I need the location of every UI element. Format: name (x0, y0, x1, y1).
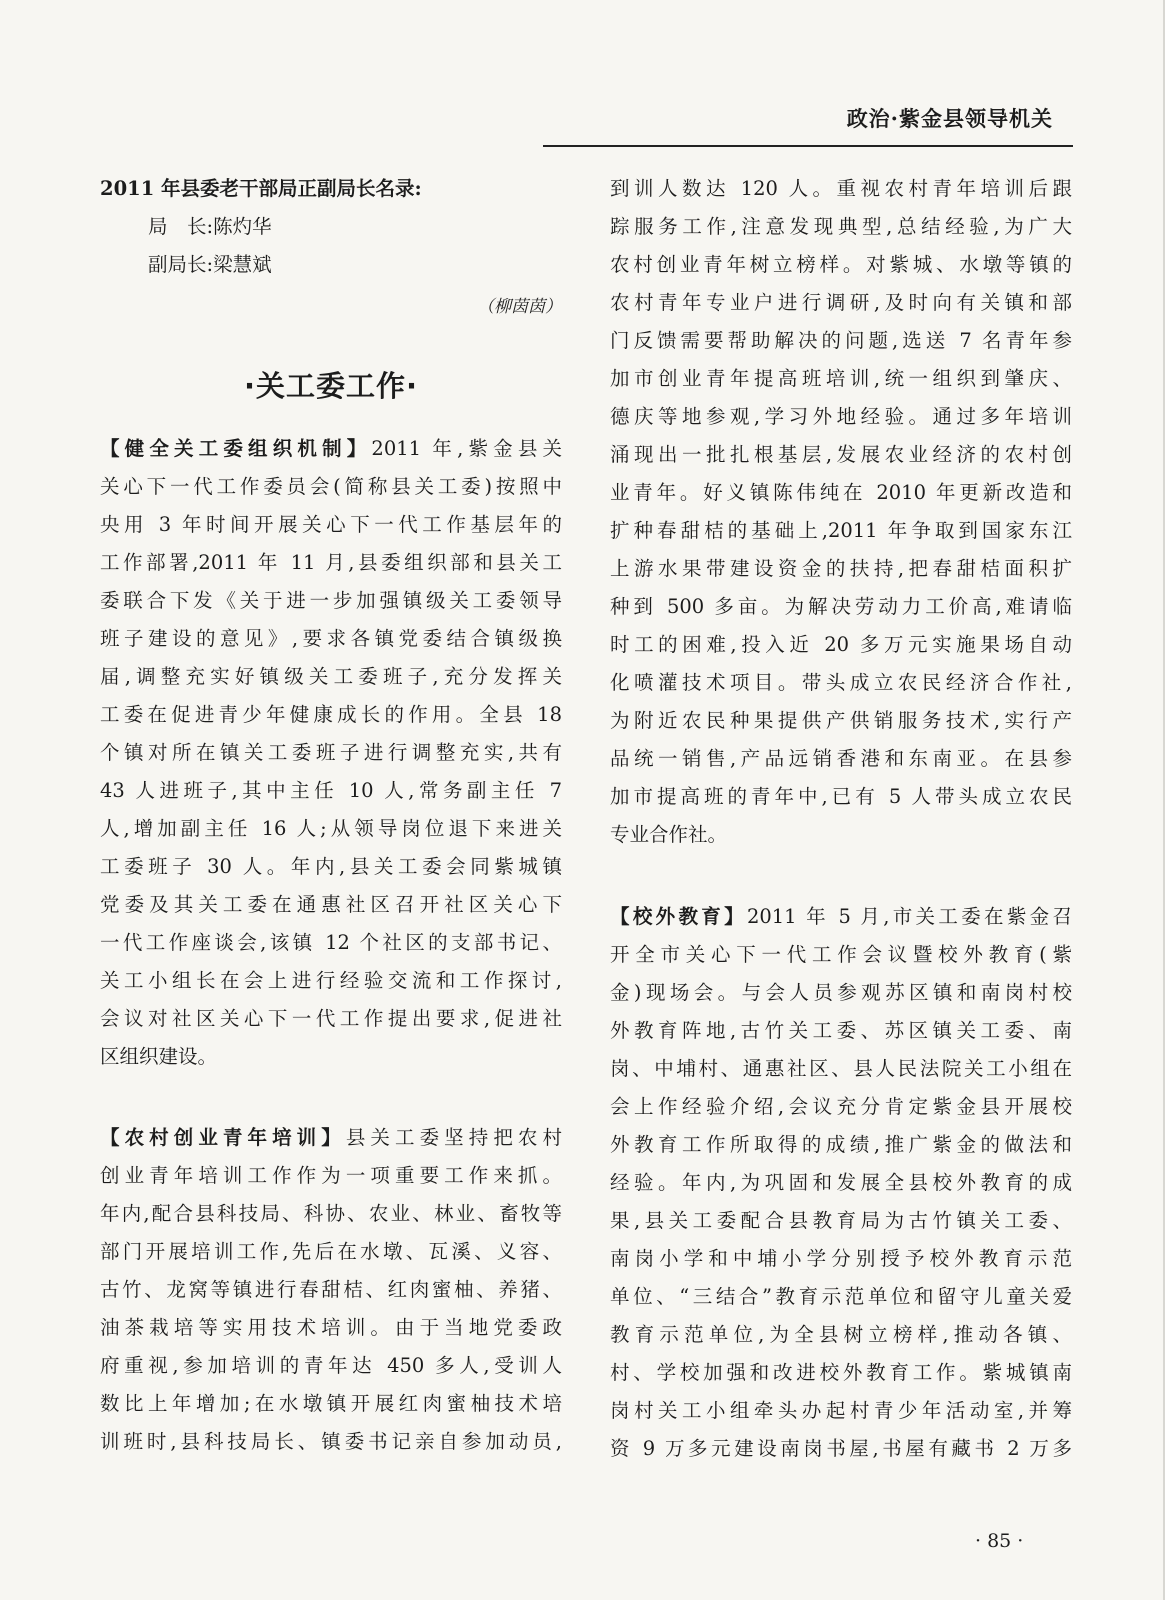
paragraph-line: 南岗小学和中埔小学分别授予校外教育示范 (610, 1247, 1072, 1270)
paragraph-line: 一代工作座谈会,该镇 12 个社区的支部书记、 (100, 931, 562, 954)
paragraph-line: 43 人进班子,其中主任 10 人,常务副主任 7 (100, 779, 562, 802)
paragraph-line: 工委在促进青少年健康成长的作用。全县 18 (100, 703, 562, 726)
paragraph-line: 开全市关心下一代工作会议暨校外教育(紫 (610, 943, 1072, 966)
roster-title: 2011 年县委老干部局正副局长名录: (100, 177, 422, 200)
page-number: · 85 · (975, 1530, 1024, 1552)
paragraph-line: 外教育工作所取得的成绩,推广紫金的做法和 (610, 1133, 1072, 1156)
paragraph-line: 会上作经验介绍,会议充分肯定紫金县开展校 (610, 1095, 1072, 1118)
paragraph-line: 种到 500 多亩。为解决劳动力工价高,难请临 (610, 595, 1072, 618)
paragraph-line: 央用 3 年时间开展关心下一代工作基层年的 (100, 513, 562, 536)
paragraph-line: 会议对社区关心下一代工作提出要求,促进社 (100, 1007, 562, 1030)
paragraph-line: 上游水果带建设资金的扶持,把春甜桔面积扩 (610, 557, 1072, 580)
paragraph-first-line (100, 1123, 562, 1153)
paragraph-line: 数比上年增加;在水墩镇开展红肉蜜柚技术培 (100, 1392, 562, 1415)
paragraph-line: 班子建设的意见》,要求各镇党委结合镇级换 (100, 627, 562, 650)
paragraph-line: 经验。年内,为巩固和发展全县校外教育的成 (610, 1171, 1072, 1194)
paragraph-line: 单位、“三结合”教育示范单位和留守儿童关爱 (610, 1285, 1072, 1308)
paragraph-line: 踪服务工作,注意发现典型,总结经验,为广大 (610, 215, 1072, 238)
paragraph-line: 业青年。好义镇陈伟纯在 2010 年更新改造和 (610, 481, 1072, 504)
roster-signature: （柳茵茵） (477, 297, 562, 317)
paragraph-last-line: 区组织建设。 (100, 1045, 218, 1068)
paragraph-line: 化喷灌技术项目。带头成立农民经济合作社, (610, 671, 1072, 694)
subhead-youth-training: 【农村创业青年培训】 (100, 1126, 346, 1149)
paragraph-line: 部门开展培训工作,先后在水墩、瓦溪、义容、 (100, 1240, 562, 1263)
paragraph-line: 果,县关工委配合县教育局为古竹镇关工委、 (610, 1209, 1072, 1232)
paragraph-line: 外教育阵地,古竹关工委、苏区镇关工委、南 (610, 1019, 1072, 1042)
paragraph-line: 加市创业青年提高班培训,统一组织到肇庆、 (610, 367, 1072, 390)
paragraph-first-line (610, 902, 1072, 932)
paragraph-line: 到训人数达 120 人。重视农村青年培训后跟 (610, 177, 1072, 200)
paragraph-text: 2011 年 5 月,市关工委在紫金召 (746, 905, 1072, 928)
paragraph-line: 加市提高班的青年中,已有 5 人带头成立农民 (610, 785, 1072, 808)
paragraph-line: 关心下一代工作委员会(简称县关工委)按照中 (100, 475, 562, 498)
paragraph-line: 门反馈需要帮助解决的问题,选送 7 名青年参 (610, 329, 1072, 352)
paragraph-line: 涌现出一批扎根基层,发展农业经济的农村创 (610, 443, 1072, 466)
paragraph-line: 时工的困难,投入近 20 多万元实施果场自动 (610, 633, 1072, 656)
paragraph-line: 岗村关工小组牵头办起村青少年活动室,并筹 (610, 1399, 1072, 1422)
paragraph-line: 人,增加副主任 16 人;从领导岗位退下来进关 (100, 817, 562, 840)
paragraph-line: 届,调整充实好镇级关工委班子,充分发挥关 (100, 665, 562, 688)
paragraph-line: 品统一销售,产品远销香港和东南亚。在县参 (610, 747, 1072, 770)
subhead-extracurricular: 【校外教育】 (610, 905, 747, 928)
paragraph-line: 农村青年专业户进行调研,及时向有关镇和部 (610, 291, 1072, 314)
paragraph-line: 工作部署,2011 年 11 月,县委组织部和县关工 (100, 551, 562, 574)
header-rule (543, 145, 1073, 147)
paragraph-first-line (100, 434, 562, 464)
paragraph-line: 个镇对所在镇关工委班子进行调整充实,共有 (100, 741, 562, 764)
paragraph-line: 创业青年培训工作作为一项重要工作来抓。 (100, 1164, 562, 1187)
paragraph-line: 油茶栽培等实用技术培训。由于当地党委政 (100, 1316, 562, 1339)
roster-director: 局 长:陈灼华 (148, 215, 272, 238)
paragraph-line: 资 9 万多元建设南岗书屋,书屋有藏书 2 万多 (610, 1437, 1072, 1460)
section-heading: ·关工委工作· (243, 369, 419, 403)
paragraph-line: 关工小组长在会上进行经验交流和工作探讨, (100, 969, 562, 992)
paragraph-text: 2011 年,紫金县关 (371, 437, 562, 460)
paragraph-line: 党委及其关工委在通惠社区召开社区关心下 (100, 893, 562, 916)
paragraph-line: 年内,配合县科技局、科协、农业、林业、畜牧等 (100, 1202, 562, 1225)
paragraph-line: 教育示范单位,为全县树立榜样,推动各镇、 (610, 1323, 1072, 1346)
paragraph-line: 金)现场会。与会人员参观苏区镇和南岗村校 (610, 981, 1072, 1004)
paragraph-last-line: 专业合作社。 (610, 823, 728, 846)
paragraph-line: 府重视,参加培训的青年达 450 多人,受训人 (100, 1354, 562, 1377)
roster-deputy: 副局长:梁慧斌 (148, 253, 272, 276)
paragraph-line: 农村创业青年树立榜样。对紫城、水墩等镇的 (610, 253, 1072, 276)
subhead-organization: 【健全关工委组织机制】 (100, 437, 372, 460)
paragraph-line: 为附近农民种果提供产供销服务技术,实行产 (610, 709, 1072, 732)
paragraph-line: 村、学校加强和改进校外教育工作。紫城镇南 (610, 1361, 1072, 1384)
paragraph-line: 委联合下发《关于进一步加强镇级关工委领导 (100, 589, 562, 612)
paragraph-line: 工委班子 30 人。年内,县关工委会同紫城镇 (100, 855, 562, 878)
paragraph-line: 德庆等地参观,学习外地经验。通过多年培训 (610, 405, 1072, 428)
paragraph-line: 扩种春甜桔的基础上,2011 年争取到国家东江 (610, 519, 1072, 542)
paragraph-line: 古竹、龙窝等镇进行春甜桔、红肉蜜柚、养猪、 (100, 1278, 562, 1301)
paragraph-text: 县关工委坚持把农村 (345, 1126, 562, 1149)
paragraph-line: 岗、中埔村、通惠社区、县人民法院关工小组在 (610, 1057, 1072, 1080)
paragraph-line: 训班时,县科技局长、镇委书记亲自参加动员, (100, 1430, 562, 1453)
running-header: 政治·紫金县领导机关 (846, 106, 1053, 131)
